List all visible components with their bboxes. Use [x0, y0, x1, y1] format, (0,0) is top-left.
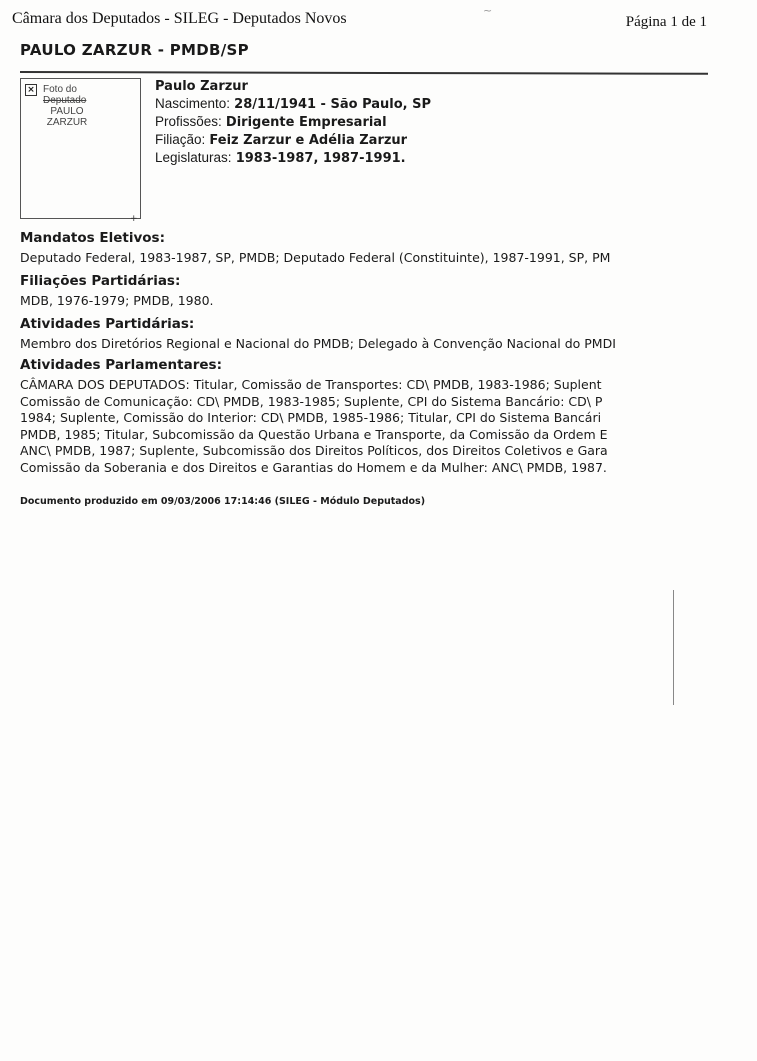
legislatures-value: 1983-1987, 1987-1991.: [235, 151, 406, 166]
system-title: Câmara dos Deputados - SILEG - Deputados Novos: [12, 10, 347, 27]
photo-alt-line: ZARZUR: [46, 117, 88, 128]
corner-mark: +: [130, 214, 138, 224]
parliamentary-activities-section: [20, 356, 750, 476]
document-footer: Documento produzido em 09/03/2006 17:14:46 (SILEG - Módulo Deputados): [20, 496, 426, 507]
legislatures-label: Legislaturas:: [155, 150, 232, 165]
birth-value: 28/11/1941 - São Paulo, SP: [234, 97, 432, 112]
deputy-photo-frame: [20, 78, 141, 219]
birth-row: [155, 95, 431, 113]
deputy-title: PAULO ZARZUR - PMDB/SP: [20, 41, 249, 59]
photo-alt-text: [43, 84, 115, 128]
birth-label: Nascimento:: [155, 96, 231, 111]
profession-value: Dirigente Empresarial: [225, 115, 387, 130]
party-affiliations-text: MDB, 1976-1979; PMDB, 1980.: [20, 293, 214, 308]
party-activities-section: [20, 315, 750, 352]
photo-alt-line: Deputado: [43, 95, 87, 106]
profession-label: Profissões:: [155, 114, 222, 129]
title-divider: [20, 71, 708, 75]
activity-line: Comissão da Soberania e dos Direitos e Garantias do Homem e da Mulher: ANC\ PMDB, 1987.: [20, 459, 607, 475]
party-activities-text: Membro dos Diretórios Regional e Nacional do PMDB; Delegado à Convenção Nacional do PMDI: [20, 336, 616, 351]
filiation-value: Feiz Zarzur e Adélia Zarzur: [209, 133, 408, 148]
party-affiliations-section: [20, 272, 750, 309]
deputy-name: Paulo Zarzur: [155, 79, 248, 94]
filiation-label: Filiação:: [155, 132, 206, 147]
photo-alt-line: Foto do: [43, 84, 77, 95]
deputy-info: [155, 78, 431, 167]
scan-mark: ~: [483, 4, 493, 17]
activity-line: CÂMARA DOS DEPUTADOS: Titular, Comissão de Transportes: CD\ PMDB, 1983-1986; Suplent: [20, 377, 602, 392]
parliamentary-activities-title: Atividades Parlamentares:: [20, 357, 222, 373]
mandates-section: [20, 229, 750, 266]
page-indicator: Página 1 de 1: [625, 14, 707, 30]
party-activities-title: Atividades Partidárias:: [20, 316, 195, 332]
profession-row: [155, 113, 431, 131]
party-affiliations-title: Filiações Partidárias:: [20, 273, 181, 289]
filiation-row: [155, 131, 431, 149]
mandates-text: Deputado Federal, 1983-1987, SP, PMDB; Deputado Federal (Constituinte), 1987-1991, SP, PM: [20, 250, 611, 265]
activity-line: PMDB, 1985; Titular, Subcomissão da Questão Urbana e Transporte, da Comissão da Ordem E: [20, 426, 608, 442]
photo-alt-line: PAULO: [50, 106, 84, 117]
mandates-title: Mandatos Eletivos:: [20, 230, 165, 246]
legislatures-row: [155, 149, 431, 167]
broken-image-icon: ×: [25, 84, 37, 96]
activity-line: Comissão de Comunicação: CD\ PMDB, 1983-1985; Suplente, CPI do Sistema Bancário: CD\ P: [20, 393, 603, 409]
scan-artifact-line: [673, 590, 674, 705]
activity-line: 1984; Suplente, Comissão do Interior: CD\ PMDB, 1985-1986; Titular, CPI do Sistema Bancári: [20, 410, 602, 425]
activity-line: ANC\ PMDB, 1987; Suplente, Subcomissão dos Direitos Políticos, dos Direitos Coletivos e Gara: [20, 443, 608, 458]
parliamentary-activities-text: [20, 377, 708, 476]
